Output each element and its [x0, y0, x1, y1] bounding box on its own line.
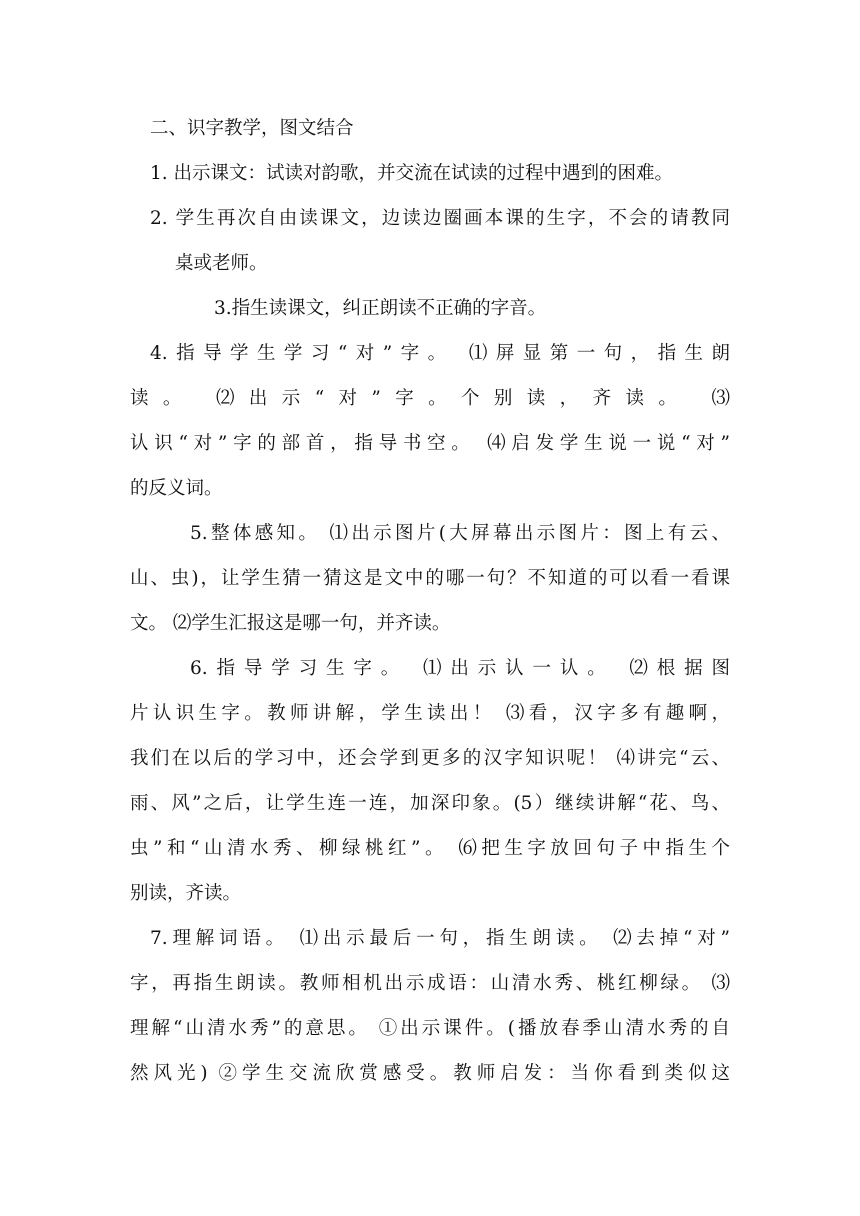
paragraph-line: 雨、风”之后，让学生连一连，加深印象。(5）继续讲解“花、鸟、: [130, 793, 730, 814]
paragraph-line: 别读，齐读。: [130, 883, 242, 904]
paragraph-line: 读。 ⑵出示“对”字。个别读，齐读。 ⑶: [130, 388, 730, 409]
paragraph-line: 认识“对”字的部首，指导书空。 ⑷启发学生说一说“对”: [130, 433, 730, 454]
paragraph-line: 2. 学生再次自由读课文，边读边圈画本课的生字，不会的请教同: [150, 208, 730, 229]
paragraph-line: 1. 出示课文：试读对韵歌，并交流在试读的过程中遇到的困难。: [150, 163, 674, 184]
paragraph-line: 理解“山清水秀”的意思。 ①出示课件。(播放春季山清水秀的自: [130, 1018, 730, 1039]
section-heading: 二、识字教学，图文结合: [150, 118, 354, 139]
paragraph-line: 虫”和“山清水秀、柳绿桃红”。 ⑹把生字放回句子中指生个: [130, 838, 730, 859]
paragraph-line: 的反义词。: [130, 478, 223, 499]
paragraph-line: 山、虫)，让学生猜一猜这是文中的哪一句？不知道的可以看一看课: [130, 568, 730, 589]
paragraph-line: 字，再指生朗读。教师相机出示成语：山清水秀、桃红柳绿。 ⑶: [130, 973, 730, 994]
paragraph-line: 3.指生读课文，纠正朗读不正确的字音。: [214, 298, 547, 319]
paragraph-line: 我们在以后的学习中，还会学到更多的汉字知识呢！ ⑷讲完“云、: [130, 748, 730, 769]
paragraph-line: 6.指导学习生字。 ⑴出示认一认。 ⑵根据图: [190, 658, 730, 679]
paragraph-line: 文。 ⑵学生汇报这是哪一句，并齐读。: [130, 613, 451, 634]
paragraph-line: 4.指导学生学习“对”字。 ⑴屏显第一句，指生朗: [150, 343, 730, 364]
paragraph-line: 然风光) ②学生交流欣赏感受。教师启发：当你看到类似这: [130, 1063, 730, 1084]
paragraph-line: 7.理解词语。 ⑴出示最后一句，指生朗读。 ⑵去掉“对”: [150, 928, 730, 949]
paragraph-line: 5.整体感知。 ⑴出示图片(大屏幕出示图片：图上有云、: [190, 523, 730, 544]
paragraph-line: 片认识生字。教师讲解，学生读出！ ⑶看，汉字多有趣啊，: [130, 703, 730, 724]
paragraph-line: 桌或老师。: [175, 253, 268, 274]
